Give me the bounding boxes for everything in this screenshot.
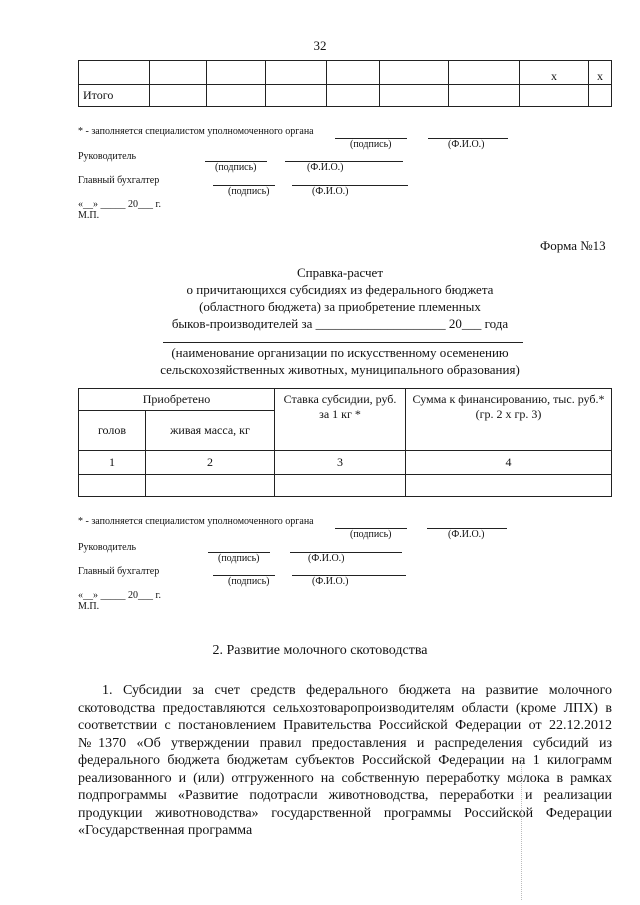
column-number: 2 <box>146 451 275 475</box>
x-mark-cell: х <box>520 61 589 85</box>
table-cell <box>380 85 449 107</box>
fio-caption: (Ф.И.О.) <box>448 139 485 150</box>
fio-caption: (Ф.И.О.) <box>312 576 349 587</box>
header-rate: Ставка субсидии, руб. за 1 кг * <box>275 389 406 451</box>
body-paragraph <box>78 682 612 840</box>
x-mark-cell: х <box>589 61 612 85</box>
table-cell <box>275 475 406 497</box>
page-number: 32 <box>313 38 327 53</box>
fio-line <box>290 552 402 553</box>
table-cell <box>266 61 327 85</box>
signature-caption: (подпись) <box>215 162 257 173</box>
accountant-label: Главный бухгалтер <box>78 175 160 186</box>
date-line: «__» _____ 20___ г. <box>78 199 161 210</box>
paragraph-text: 1. Субсидии за счет средств федерального бюджета на развитие молочного скотоводства предоставляются сельхозтоваропроизводителям области (кроме ЛПХ) в соответствии с постановлением Правительства Российской Федерации от 22.12.2012 №1370 «Об утверждении правил предоставления и распределения субсидий из федерального бюджета бюджетам субъектов Российской Федерации на 1 килограмм реализованного и (или) отгруженного на собственную переработку молока в рамках подпрограммы «Развитие подотрасли животноводства, переработки и реализации продукции животноводства» государственной программы Российской Федерации «Государственная программа <box>78 683 612 838</box>
signature-caption: (подпись) <box>228 186 270 197</box>
signature-caption: (подпись) <box>350 139 392 150</box>
table-cell <box>207 85 266 107</box>
document-title <box>150 264 530 332</box>
caption-line: (наименование организации по искусственному осеменению <box>171 345 509 360</box>
header-sum: Сумма к финансированию, тыс. руб.* (гр. 2 х гр. 3) <box>406 389 612 451</box>
subsidy-table <box>78 388 612 497</box>
top-table <box>78 60 612 107</box>
table-cell <box>327 85 380 107</box>
table-cell <box>380 61 449 85</box>
signature-caption: (подпись) <box>350 529 392 540</box>
title-line: (областного бюджета) за приобретение племенных <box>199 299 481 314</box>
total-label: Итого <box>79 85 150 107</box>
table-cell <box>449 61 520 85</box>
title-line: Справка-расчет <box>296 265 384 280</box>
head-label: Руководитель <box>78 151 137 162</box>
header-weight: живая масса, кг <box>146 411 275 451</box>
specialist-note: * - заполняется специалистом уполномоченного органа <box>78 126 314 137</box>
title-line: быков-производителей за ____________________ 20___ года <box>171 316 509 331</box>
table-cell <box>207 61 266 85</box>
table-cell <box>150 61 207 85</box>
fio-caption: (Ф.И.О.) <box>312 186 349 197</box>
signature-caption: (подпись) <box>218 553 260 564</box>
header-acquired: Приобретено <box>79 389 275 411</box>
table-cell <box>146 475 275 497</box>
fio-line <box>292 575 406 576</box>
stamp-label: М.П. <box>78 210 100 221</box>
column-number: 3 <box>275 451 406 475</box>
form-label: Форма №13 <box>540 238 606 253</box>
accountant-label: Главный бухгалтер <box>78 566 160 577</box>
specialist-note: * - заполняется специалистом уполномоченного органа <box>78 516 314 527</box>
fio-line <box>292 185 408 186</box>
fio-line <box>285 161 403 162</box>
organization-caption <box>140 344 540 378</box>
organization-line <box>163 342 523 343</box>
fio-caption: (Ф.И.О.) <box>308 553 345 564</box>
table-cell <box>79 61 150 85</box>
column-number: 4 <box>406 451 612 475</box>
table-cell <box>449 85 520 107</box>
scan-artifact-line <box>521 760 522 900</box>
head-label: Руководитель <box>78 542 137 553</box>
title-line: о причитающихся субсидиях из федерального бюджета <box>186 282 494 297</box>
table-cell <box>589 85 612 107</box>
table-cell <box>327 61 380 85</box>
date-line: «__» _____ 20___ г. <box>78 590 161 601</box>
header-heads: голов <box>79 411 146 451</box>
table-cell <box>79 475 146 497</box>
table-cell <box>150 85 207 107</box>
fio-caption: (Ф.И.О.) <box>307 162 344 173</box>
table-cell <box>406 475 612 497</box>
table-cell <box>266 85 327 107</box>
section-title: 2. Развитие молочного скотоводства <box>212 643 428 658</box>
table-cell <box>520 85 589 107</box>
column-number: 1 <box>79 451 146 475</box>
stamp-label: М.П. <box>78 601 100 612</box>
signature-caption: (подпись) <box>228 576 270 587</box>
caption-line: сельскохозяйственных животных, муниципального образования) <box>160 362 520 377</box>
fio-caption: (Ф.И.О.) <box>448 529 485 540</box>
